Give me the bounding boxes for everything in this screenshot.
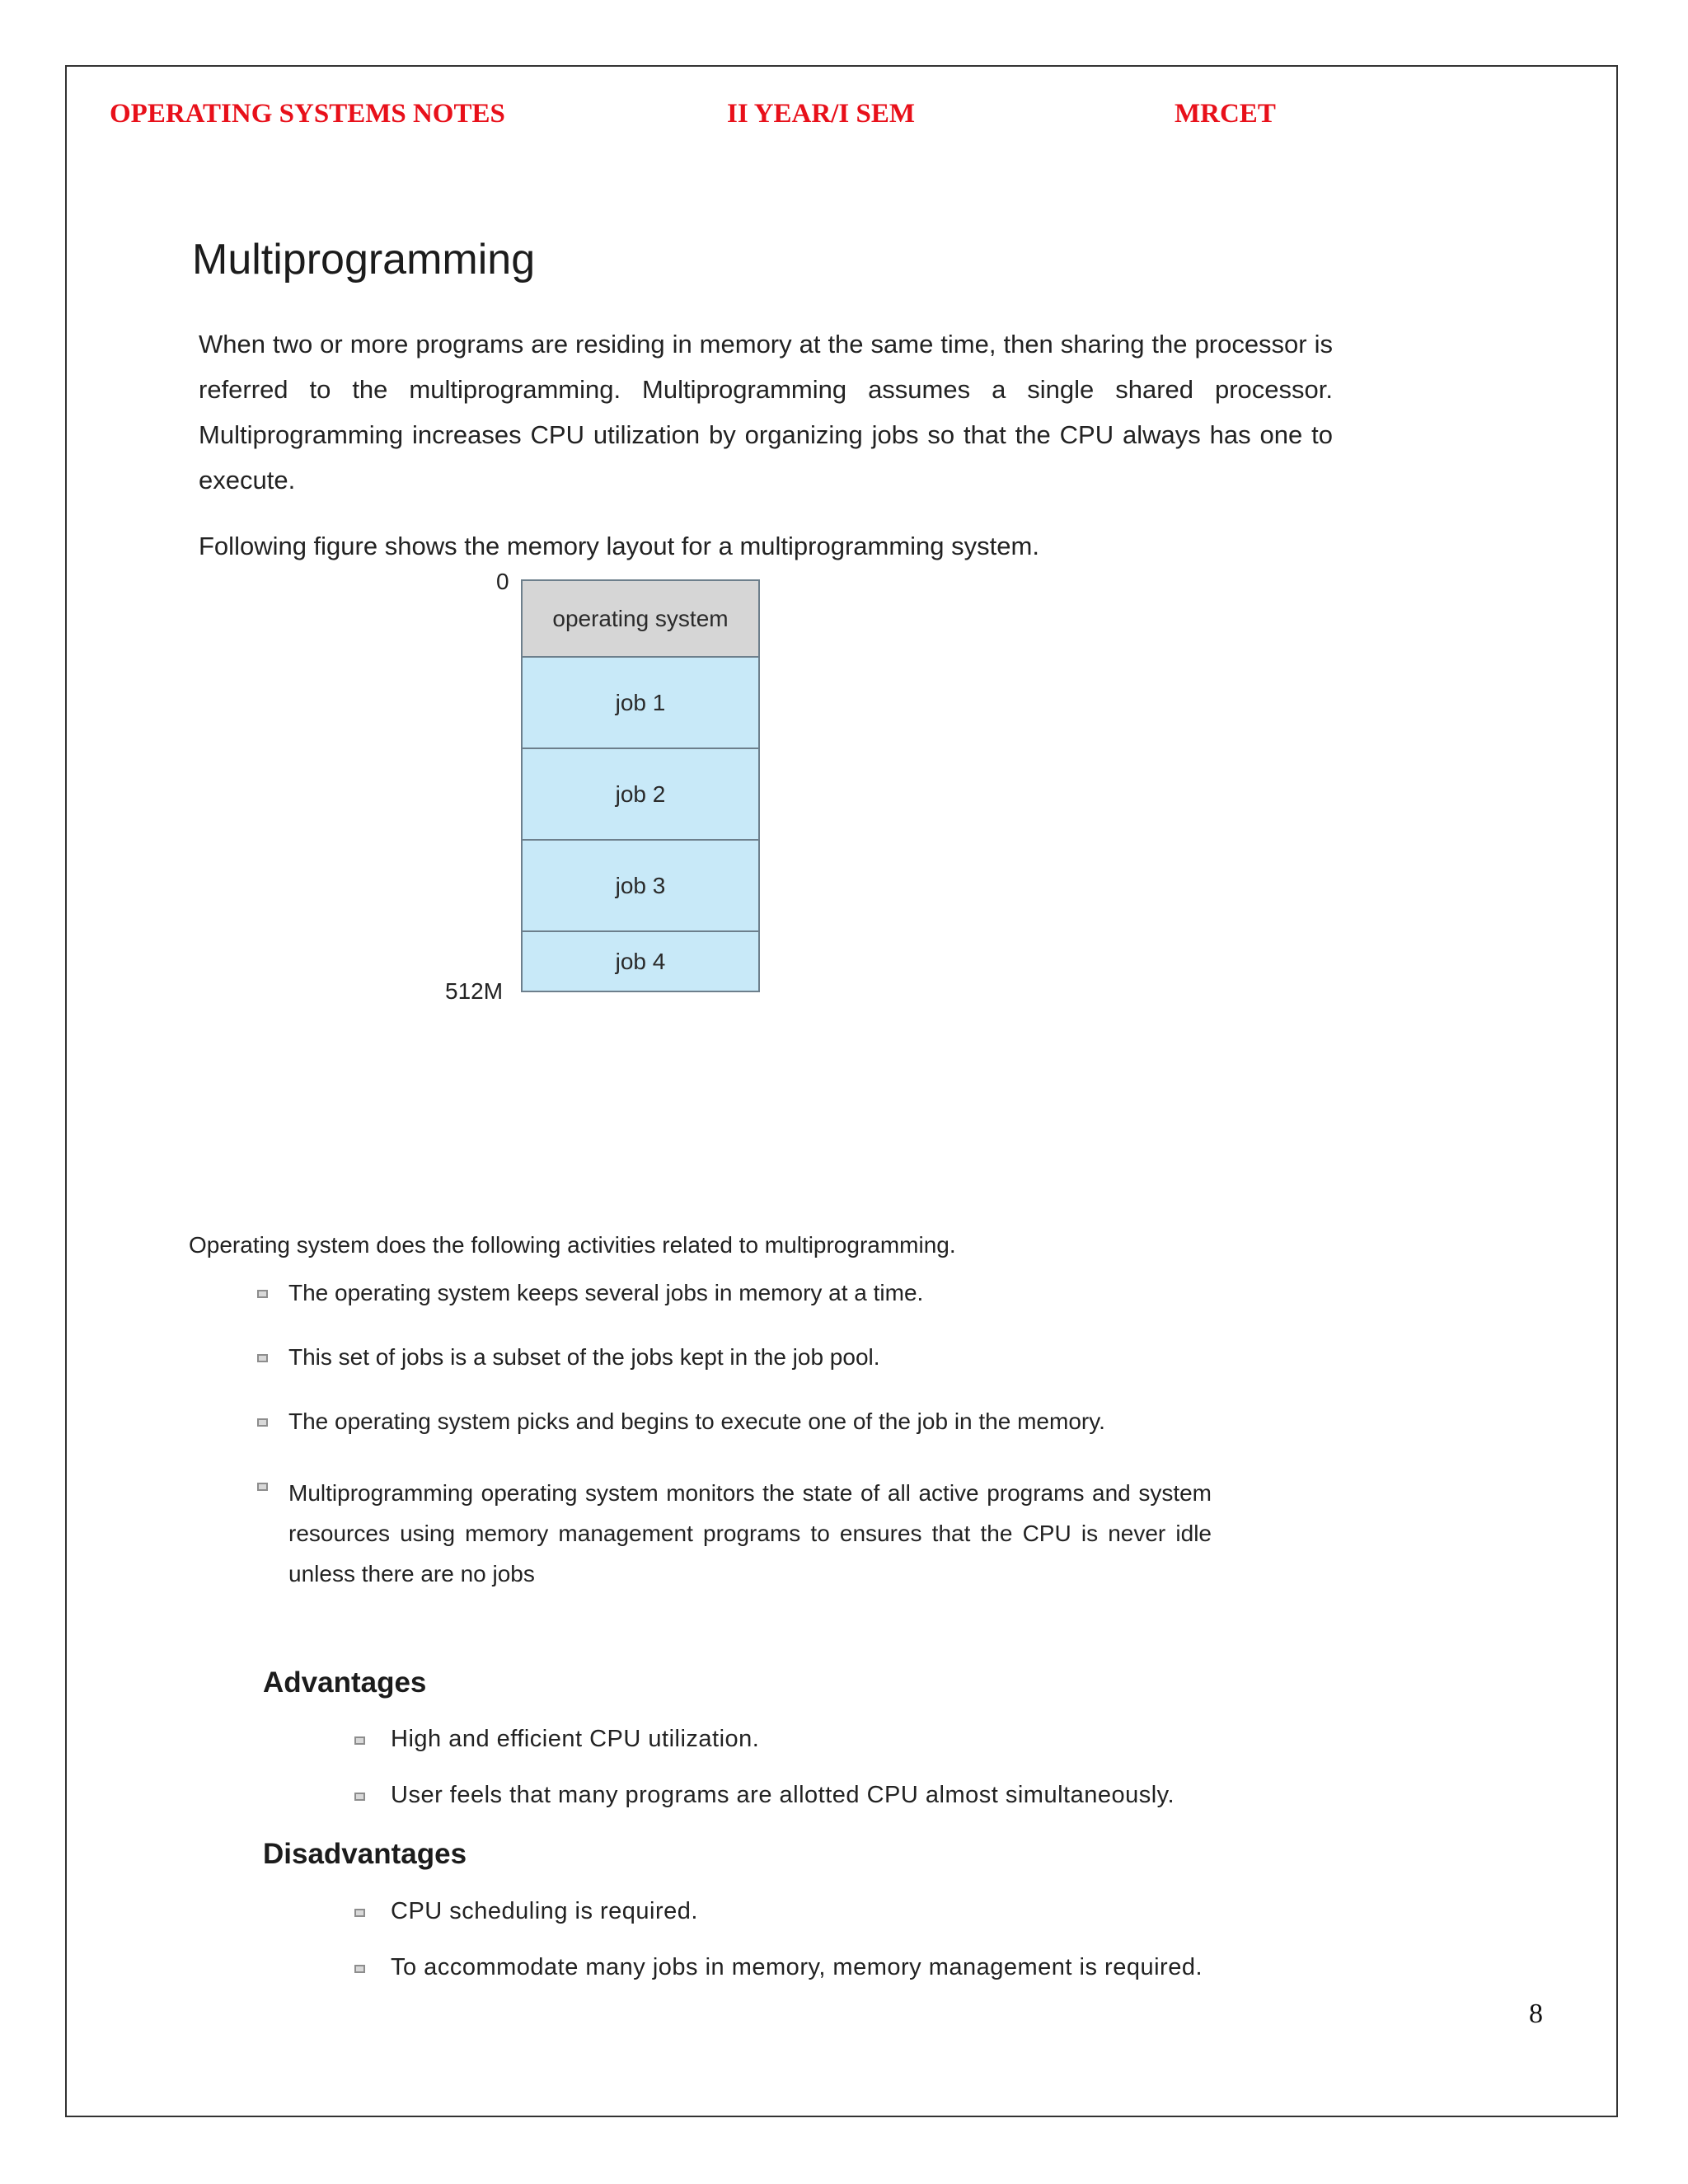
address-label-bottom: 512M: [445, 978, 504, 1004]
bullet-icon: [257, 1290, 268, 1298]
bullet-icon: [354, 1736, 365, 1745]
bullet-icon: [257, 1354, 268, 1362]
memory-block-job2: job 2: [521, 748, 760, 841]
figure-caption: Following figure shows the memory layout for a multiprogramming system.: [199, 532, 1039, 560]
memory-block-job1: job 1: [521, 656, 760, 749]
memory-layout-figure: [445, 569, 775, 1014]
list-item: The operating system keeps several jobs in memory at a time.: [288, 1280, 924, 1305]
page-title: Multiprogramming: [192, 236, 536, 284]
page-number: 8: [1529, 1999, 1543, 2029]
header-left: OPERATING SYSTEMS NOTES: [110, 99, 505, 129]
bullet-icon: [257, 1418, 268, 1427]
intro-paragraph: When two or more programs are residing in memory at the same time, then sharing the processor is referred to the multiprogramming. Multiprogramming assumes a single shared processor. Multiprogramming increases CPU utilization by organizing jobs so that the CPU always has one to execute.: [199, 330, 1333, 494]
bullet-icon: [354, 1793, 365, 1801]
activities-intro: Operating system does the following activities related to multiprogramming.: [189, 1232, 956, 1258]
memory-block-job3: job 3: [521, 839, 760, 932]
disadvantages-heading: Disadvantages: [263, 1838, 467, 1870]
bullet-icon: [354, 1965, 365, 1973]
address-label-top: 0: [496, 569, 509, 594]
bullet-icon: [354, 1909, 365, 1917]
memory-block-job4: job 4: [521, 930, 760, 992]
disadvantage-item: CPU scheduling is required.: [391, 1898, 698, 1924]
memory-block-os: operating system: [521, 579, 760, 658]
advantages-heading: Advantages: [263, 1666, 427, 1699]
bullet-icon: [257, 1483, 268, 1491]
list-item: This set of jobs is a subset of the jobs kept in the job pool.: [288, 1344, 880, 1370]
list-item: Multiprogramming operating system monitors the state of all active programs and system resources using memory management programs to ensures that the CPU is never idle unless there are no jobs: [288, 1480, 1212, 1586]
advantage-item: User feels that many programs are allotted CPU almost simultaneously.: [391, 1782, 1175, 1808]
advantage-item: High and efficient CPU utilization.: [391, 1726, 760, 1752]
disadvantage-item: To accommodate many jobs in memory, memory management is required.: [391, 1954, 1203, 1980]
header-center: II YEAR/I SEM: [727, 99, 915, 129]
list-item: The operating system picks and begins to execute one of the job in the memory.: [288, 1408, 1105, 1434]
header-right: MRCET: [1175, 99, 1276, 129]
